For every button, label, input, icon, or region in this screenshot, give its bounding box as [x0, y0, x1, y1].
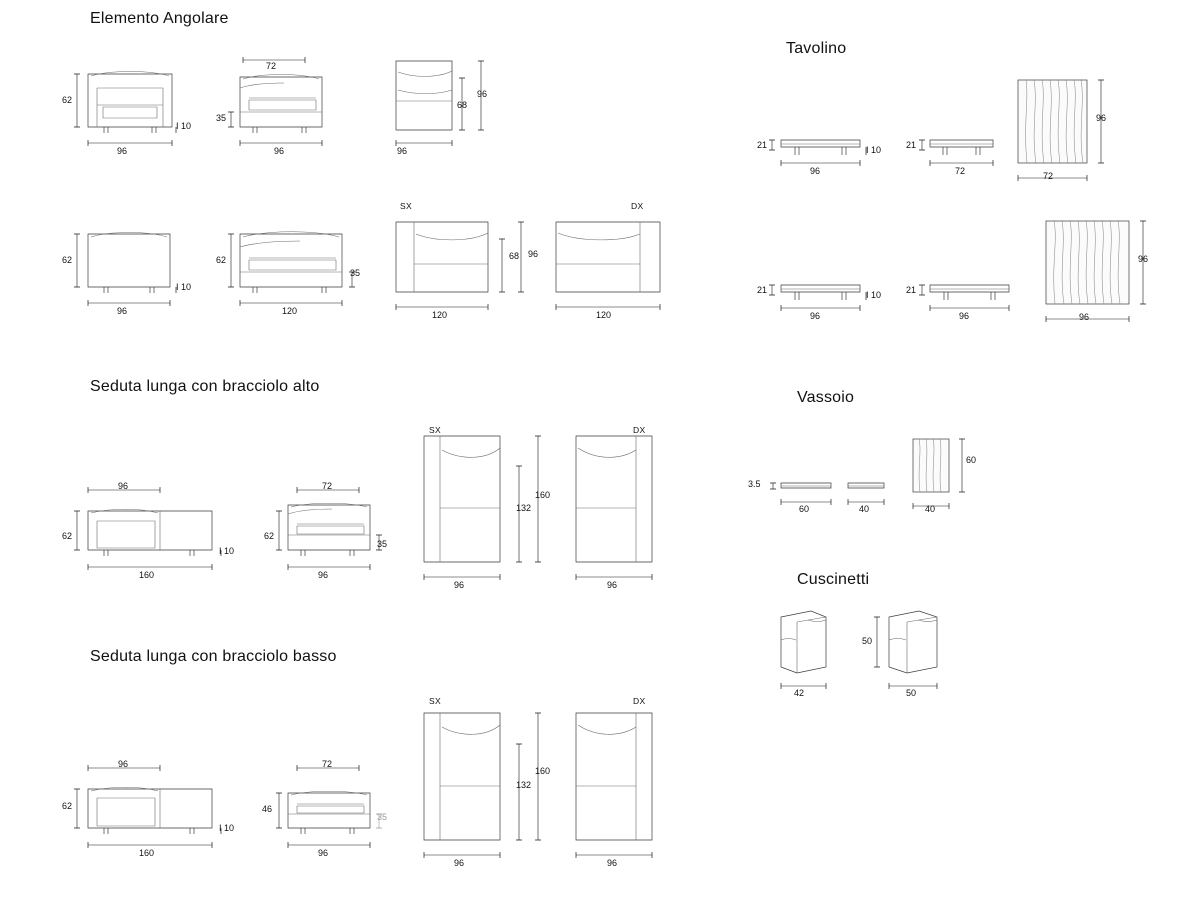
label-sb-v4-side: DX: [633, 696, 646, 706]
vassoio-view1: [770, 483, 831, 505]
dim-cuscinetti-v1-width: 42: [794, 688, 805, 698]
dim-sa-v1-top: 96: [118, 481, 129, 491]
dim-sb-v4-width: 96: [607, 858, 618, 868]
label-sb-v3-side: SX: [429, 696, 441, 706]
dim-tav-r1-v1-leg: I 10: [866, 145, 882, 155]
dim-ea-r2-v3-outer: 96: [528, 249, 539, 259]
sa-view2: [276, 487, 382, 570]
vassoio-view2: [848, 483, 884, 505]
dim-tav-r1-v1-height: 21: [757, 140, 768, 150]
tav-r2-view3: [1046, 221, 1149, 322]
dim-sb-v3-inner: 132: [516, 780, 532, 790]
dim-tav-r1-v3-width: 72: [1043, 171, 1054, 181]
dim-ea-r1-v2-width: 96: [274, 146, 285, 156]
dim-ea-r2-v3-inner: 68: [509, 251, 520, 261]
dim-tav-r2-v3-depth: 96: [1138, 254, 1149, 264]
section-title-tavolino: Tavolino: [786, 40, 847, 57]
dim-sa-v4-width: 96: [607, 580, 618, 590]
dim-cuscinetti-v2-height: 50: [862, 636, 873, 646]
ea-r2-view2: [228, 232, 355, 306]
dim-ea-r2-v2-width: 120: [282, 306, 298, 316]
dim-tav-r2-v1-height: 21: [757, 285, 768, 295]
sb-view4: [576, 713, 652, 858]
ea-r2-view3: [396, 222, 524, 310]
dim-sb-v1-height: 62: [62, 801, 73, 811]
dim-tav-r2-v3-width: 96: [1079, 312, 1090, 322]
dim-sb-v2-arm: 35: [377, 812, 388, 822]
dim-ea-r2-v1-leg: I 10: [176, 282, 192, 292]
dim-ea-r1-v3-outer: 96: [477, 89, 488, 99]
dim-vassoio-v1-width: 60: [799, 504, 810, 514]
dim-tav-r1-v1-width: 96: [810, 166, 821, 176]
ea-r2-view1: [74, 233, 176, 307]
dim-vassoio-v3-depth: 60: [966, 455, 977, 465]
dim-sb-v1-width: 160: [139, 848, 155, 858]
dim-ea-r2-v4-width: 120: [596, 310, 612, 320]
dim-ea-r1-v1-height: 62: [62, 95, 73, 105]
dim-ea-r2-v2-arm: 35: [350, 268, 361, 278]
tav-r1-view3: [1018, 80, 1107, 181]
dim-ea-r2-v3-width: 120: [432, 310, 448, 320]
dim-vassoio-v2-width: 40: [859, 504, 870, 514]
dim-sb-v3-width: 96: [454, 858, 465, 868]
ea-r1-view3: [396, 61, 484, 146]
tav-r2-view1: [769, 285, 866, 311]
dim-ea-r1-v2-top: 72: [266, 61, 277, 71]
tav-r1-view1: [769, 140, 866, 166]
section-title-vassoio: Vassoio: [797, 389, 855, 406]
dim-vassoio-v3-width: 40: [925, 504, 936, 514]
dim-ea-r1-v3-width: 96: [397, 146, 408, 156]
dim-ea-r2-v1-height: 62: [62, 255, 73, 265]
dim-tav-r2-v1-width: 96: [810, 311, 821, 321]
dim-sa-v1-height: 62: [62, 531, 73, 541]
sa-view4: [576, 436, 652, 580]
tav-r2-view2: [919, 285, 1009, 311]
sa-view1: [74, 487, 221, 570]
dim-tav-r2-v2-height: 21: [906, 285, 917, 295]
dim-tav-r2-v1-leg: I 10: [866, 290, 882, 300]
dim-sb-v2-width: 96: [318, 848, 329, 858]
dim-ea-r2-v1-width: 96: [117, 306, 128, 316]
dim-sa-v2-width: 96: [318, 570, 329, 580]
ea-r1-view1: [74, 72, 176, 147]
dim-sa-v2-top: 72: [322, 481, 333, 491]
section-title-seduta-basso: Seduta lunga con bracciolo basso: [90, 648, 337, 665]
dim-ea-r1-v3-inner: 68: [457, 100, 468, 110]
section-title-elemento-angolare: Elemento Angolare: [90, 10, 229, 27]
label-ea-r2-v3-side: SX: [400, 201, 412, 211]
ea-r2-view4: [556, 222, 660, 310]
section-title-cuscinetti: Cuscinetti: [797, 571, 870, 588]
dim-sa-v1-leg: I 10: [219, 546, 235, 556]
label-ea-r2-v4-side: DX: [631, 201, 644, 211]
dim-sa-v2-height: 62: [264, 531, 275, 541]
tav-r1-view2: [919, 140, 993, 166]
dim-tav-r2-v2-width: 96: [959, 311, 970, 321]
dim-sa-v3-inner: 132: [516, 503, 532, 513]
dim-sa-v3-outer: 160: [535, 490, 551, 500]
dim-sa-v2-arm: 35: [377, 539, 388, 549]
dim-sb-v1-leg: I 10: [219, 823, 235, 833]
label-sa-v4-side: DX: [633, 425, 646, 435]
cuscinetti-view1: [781, 611, 826, 689]
dim-vassoio-thickness: 3.5: [748, 479, 761, 489]
cuscinetti-view2: [874, 611, 937, 689]
dim-ea-r1-v1-leg: I 10: [176, 121, 192, 131]
dim-cuscinetti-v2-width: 50: [906, 688, 917, 698]
dim-sb-v3-outer: 160: [535, 766, 551, 776]
vassoio-view3: [913, 439, 965, 509]
dim-tav-r1-v2-height: 21: [906, 140, 917, 150]
dim-sb-v1-top: 96: [118, 759, 129, 769]
dim-sa-v3-width: 96: [454, 580, 465, 590]
dim-ea-r1-v2-arm: 35: [216, 113, 227, 123]
dim-ea-r1-v1-width: 96: [117, 146, 128, 156]
sb-view1: [74, 765, 221, 848]
dim-sb-v2-height: 46: [262, 804, 273, 814]
dim-ea-r2-v2-height: 62: [216, 255, 227, 265]
dim-tav-r1-v3-depth: 96: [1096, 113, 1107, 123]
label-sa-v3-side: SX: [429, 425, 441, 435]
dim-tav-r1-v2-width: 72: [955, 166, 966, 176]
sb-view2: [276, 765, 382, 848]
section-title-seduta-alto: Seduta lunga con bracciolo alto: [90, 378, 320, 395]
dim-sa-v1-width: 160: [139, 570, 155, 580]
dim-sb-v2-top: 72: [322, 759, 333, 769]
